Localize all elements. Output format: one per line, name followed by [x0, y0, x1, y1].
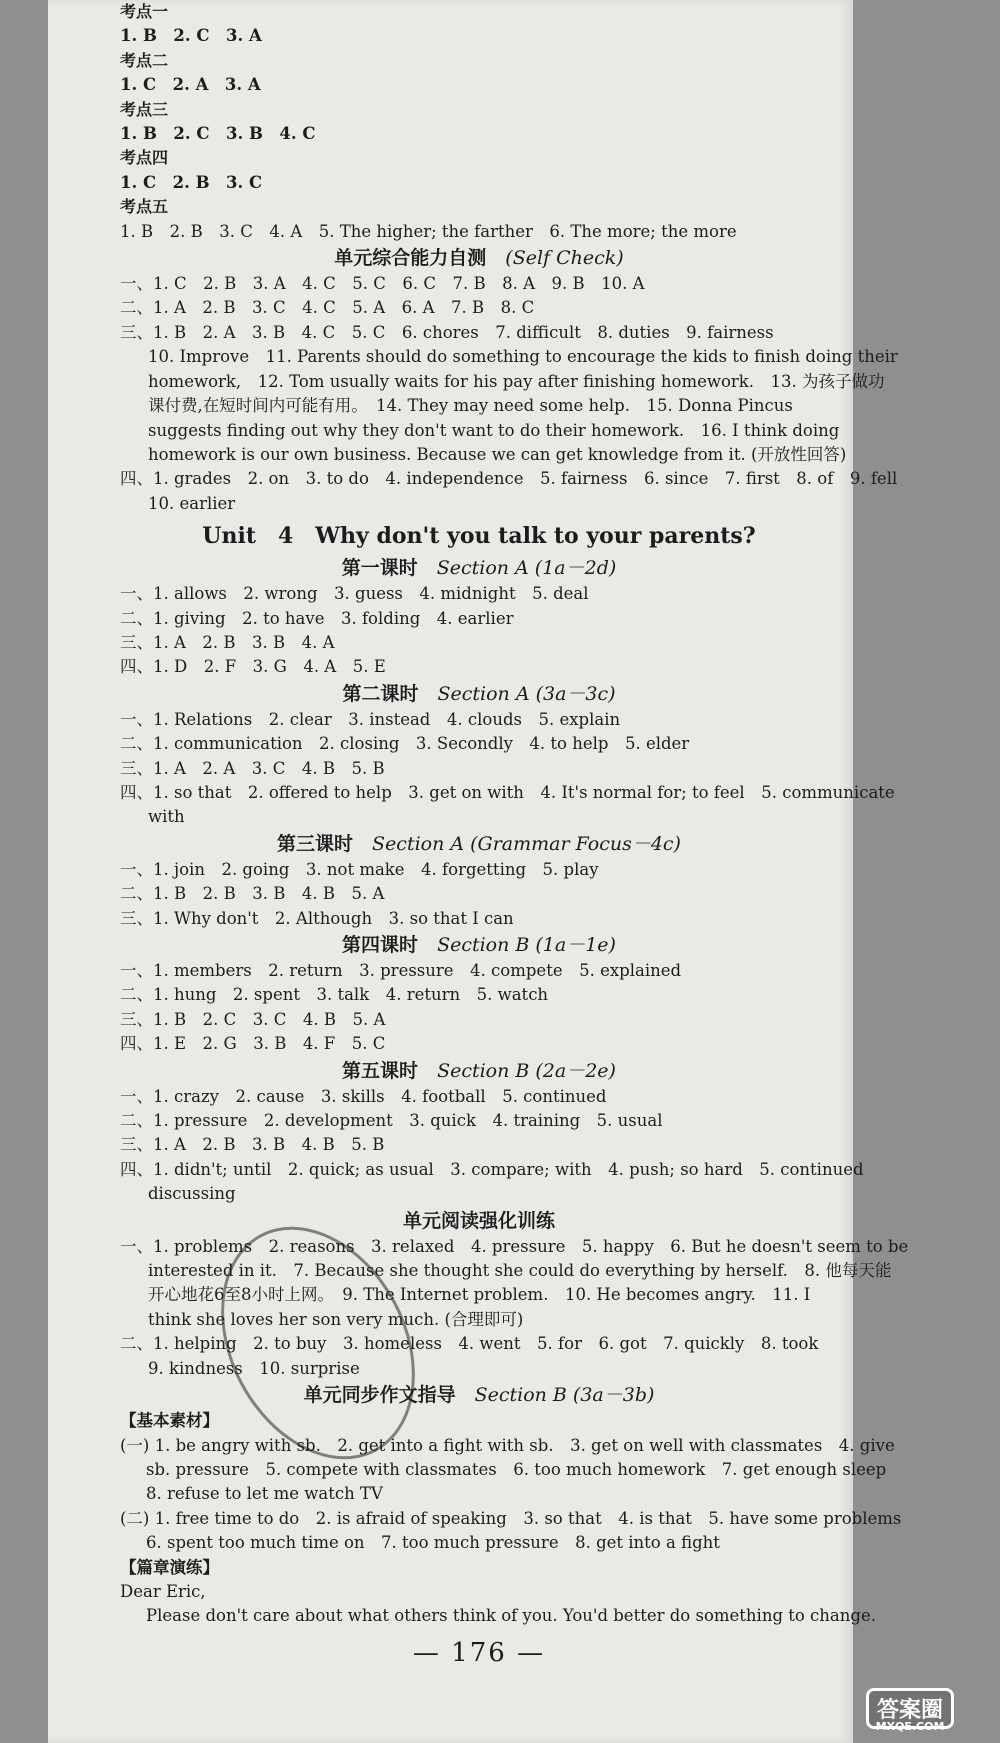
answer-line: 四、1. didn't; until 2. quick; as usual 3. compare; with 4. push; so hard 5. continued: [120, 1159, 864, 1179]
answer-line: 1. B 2. C 3. B 4. C: [120, 124, 316, 144]
answer-line: 三、1. A 2. B 3. B 4. B 5. B: [120, 1135, 385, 1155]
answer-line: 一、1. C 2. B 3. A 4. C 5. C 6. C 7. B 8. A 9. B 10. A: [120, 274, 645, 294]
lesson-heading: 第五课时 Section B (2a－2e): [342, 1059, 616, 1082]
answer-line: 一、1. problems 2. reasons 3. relaxed 4. pressure 5. happy 6. But he doesn't seem to be: [120, 1236, 909, 1256]
page-number: — 176 —: [412, 1637, 546, 1668]
answer-line: discussing: [148, 1184, 236, 1204]
answer-key: [120, 0, 909, 1668]
answer-line: 一、1. crazy 2. cause 3. skills 4. football 5. continued: [120, 1086, 607, 1106]
answer-line: 9. kindness 10. surprise: [148, 1358, 360, 1378]
answer-line: 三、1. B 2. C 3. C 4. B 5. A: [120, 1009, 386, 1029]
material-tag: 【基本素材】: [120, 1411, 219, 1431]
answer-line: 8. refuse to let me watch TV: [146, 1484, 383, 1504]
letter-body: Please don't care about what others think of you. You'd better do something to change.: [146, 1606, 876, 1626]
answer-line: 二、1. B 2. B 3. B 4. B 5. A: [120, 884, 385, 904]
answer-line: 二、1. pressure 2. development 3. quick 4. training 5. usual: [120, 1111, 663, 1131]
answer-line: 二、1. hung 2. spent 3. talk 4. return 5. watch: [120, 985, 549, 1005]
lesson-heading: 第二课时 Section A (3a－3c): [342, 682, 616, 705]
practice-tag: 【篇章演练】: [120, 1557, 219, 1577]
lesson-heading: 第三课时 Section A (Grammar Focus－4c): [277, 832, 681, 855]
answer-line: 三、1. A 2. B 3. B 4. A: [120, 632, 335, 652]
answer-line: 1. C 2. A 3. A: [120, 75, 261, 95]
answer-line: 一、1. members 2. return 3. pressure 4. compete 5. explained: [120, 961, 682, 980]
letter-salutation: Dear Eric,: [120, 1581, 206, 1601]
section-heading: 单元同步作文指导 Section B (3a－3b): [303, 1384, 655, 1407]
answer-line: 四、1. so that 2. offered to help 3. get on with 4. It's normal for; to feel 5. communicate: [120, 782, 895, 802]
section-label: 考点五: [120, 197, 169, 217]
answer-line: interested in it. 7. Because she thought she could do everything by herself. 8. 他每天能: [148, 1261, 892, 1281]
section-label: 考点三: [120, 99, 169, 119]
section-label: 考点一: [120, 2, 169, 21]
answer-line: 6. spent too much time on 7. too much pressure 8. get into a fight: [146, 1533, 720, 1553]
answer-line: 二、1. communication 2. closing 3. Secondly 4. to help 5. elder: [120, 734, 690, 754]
answer-line: 二、1. A 2. B 3. C 4. C 5. A 6. A 7. B 8. C: [120, 298, 535, 318]
section-heading: 单元阅读强化训练: [402, 1209, 555, 1232]
answer-line: 二、1. giving 2. to have 3. folding 4. earlier: [120, 608, 514, 628]
answer-line: 1. C 2. B 3. C: [120, 172, 263, 192]
answer-line: (二) 1. free time to do 2. is afraid of speaking 3. so that 4. is that 5. have some problems: [120, 1508, 902, 1528]
answer-line: think she loves her son very much. (合理即可): [148, 1309, 524, 1329]
answer-line: 1. B 2. C 3. A: [120, 26, 262, 46]
answer-line: 10. earlier: [148, 493, 236, 513]
answer-line: with: [148, 807, 185, 827]
answer-line: 二、1. helping 2. to buy 3. homeless 4. went 5. for 6. got 7. quickly 8. took: [120, 1334, 819, 1354]
answer-line: 三、1. A 2. A 3. C 4. B 5. B: [120, 758, 385, 778]
lesson-heading: 第四课时 Section B (1a－1e): [342, 934, 616, 956]
answer-line: 三、1. Why don't 2. Although 3. so that I can: [120, 908, 514, 928]
answer-line: 一、1. Relations 2. clear 3. instead 4. clouds 5. explain: [120, 709, 621, 729]
answer-line: 1. B 2. B 3. C 4. A 5. The higher; the farther 6. The more; the more: [120, 221, 737, 241]
answer-line: sb. pressure 5. compete with classmates 6. too much homework 7. get enough sleep: [146, 1459, 887, 1479]
answer-line: 开心地花6至8小时上网。 9. The Internet problem. 10. He becomes angry. 11. I: [148, 1285, 811, 1305]
answer-line: homework is our own business. Because we can get knowledge from it. (开放性回答): [148, 444, 847, 464]
answer-line: 四、1. D 2. F 3. G 4. A 5. E: [120, 657, 386, 677]
answer-line: suggests finding out why they don't want to do their homework. 16. I think doing: [148, 420, 840, 440]
answer-line: 四、1. E 2. G 3. B 4. F 5. C: [120, 1034, 386, 1054]
answer-line: (一) 1. be angry with sb. 2. get into a fight with sb. 3. get on well with classmates 4. give: [120, 1435, 895, 1455]
site-watermark: [840, 1680, 980, 1736]
answer-line: homework, 12. Tom usually waits for his pay after finishing homework. 13. 为孩子做功: [148, 371, 885, 391]
section-heading: 单元综合能力自测 (Self Check): [334, 247, 624, 270]
answer-line: 课付费,在短时间内可能有用。 14. They may need some help. 15. Donna Pincus: [148, 396, 793, 416]
answer-line: 一、1. join 2. going 3. not make 4. forgetting 5. play: [120, 859, 599, 879]
watermark-logo: 答案圈: [866, 1688, 954, 1729]
answer-line: 一、1. allows 2. wrong 3. guess 4. midnight 5. deal: [120, 584, 589, 604]
answer-line: 10. Improve 11. Parents should do something to encourage the kids to finish doing their: [148, 347, 898, 367]
section-label: 考点四: [120, 148, 169, 168]
watermark-url: MXQE.COM: [875, 1720, 945, 1733]
answer-line: 三、1. B 2. A 3. B 4. C 5. C 6. chores 7. difficult 8. duties 9. fairness: [120, 322, 774, 342]
unit-title: Unit 4 Why don't you talk to your parents?: [202, 523, 756, 550]
section-label: 考点二: [120, 50, 169, 70]
answer-line: 四、1. grades 2. on 3. to do 4. independence 5. fairness 6. since 7. first 8. of 9. fell: [120, 469, 898, 489]
lesson-heading: 第一课时 Section A (1a－2d): [341, 557, 617, 580]
